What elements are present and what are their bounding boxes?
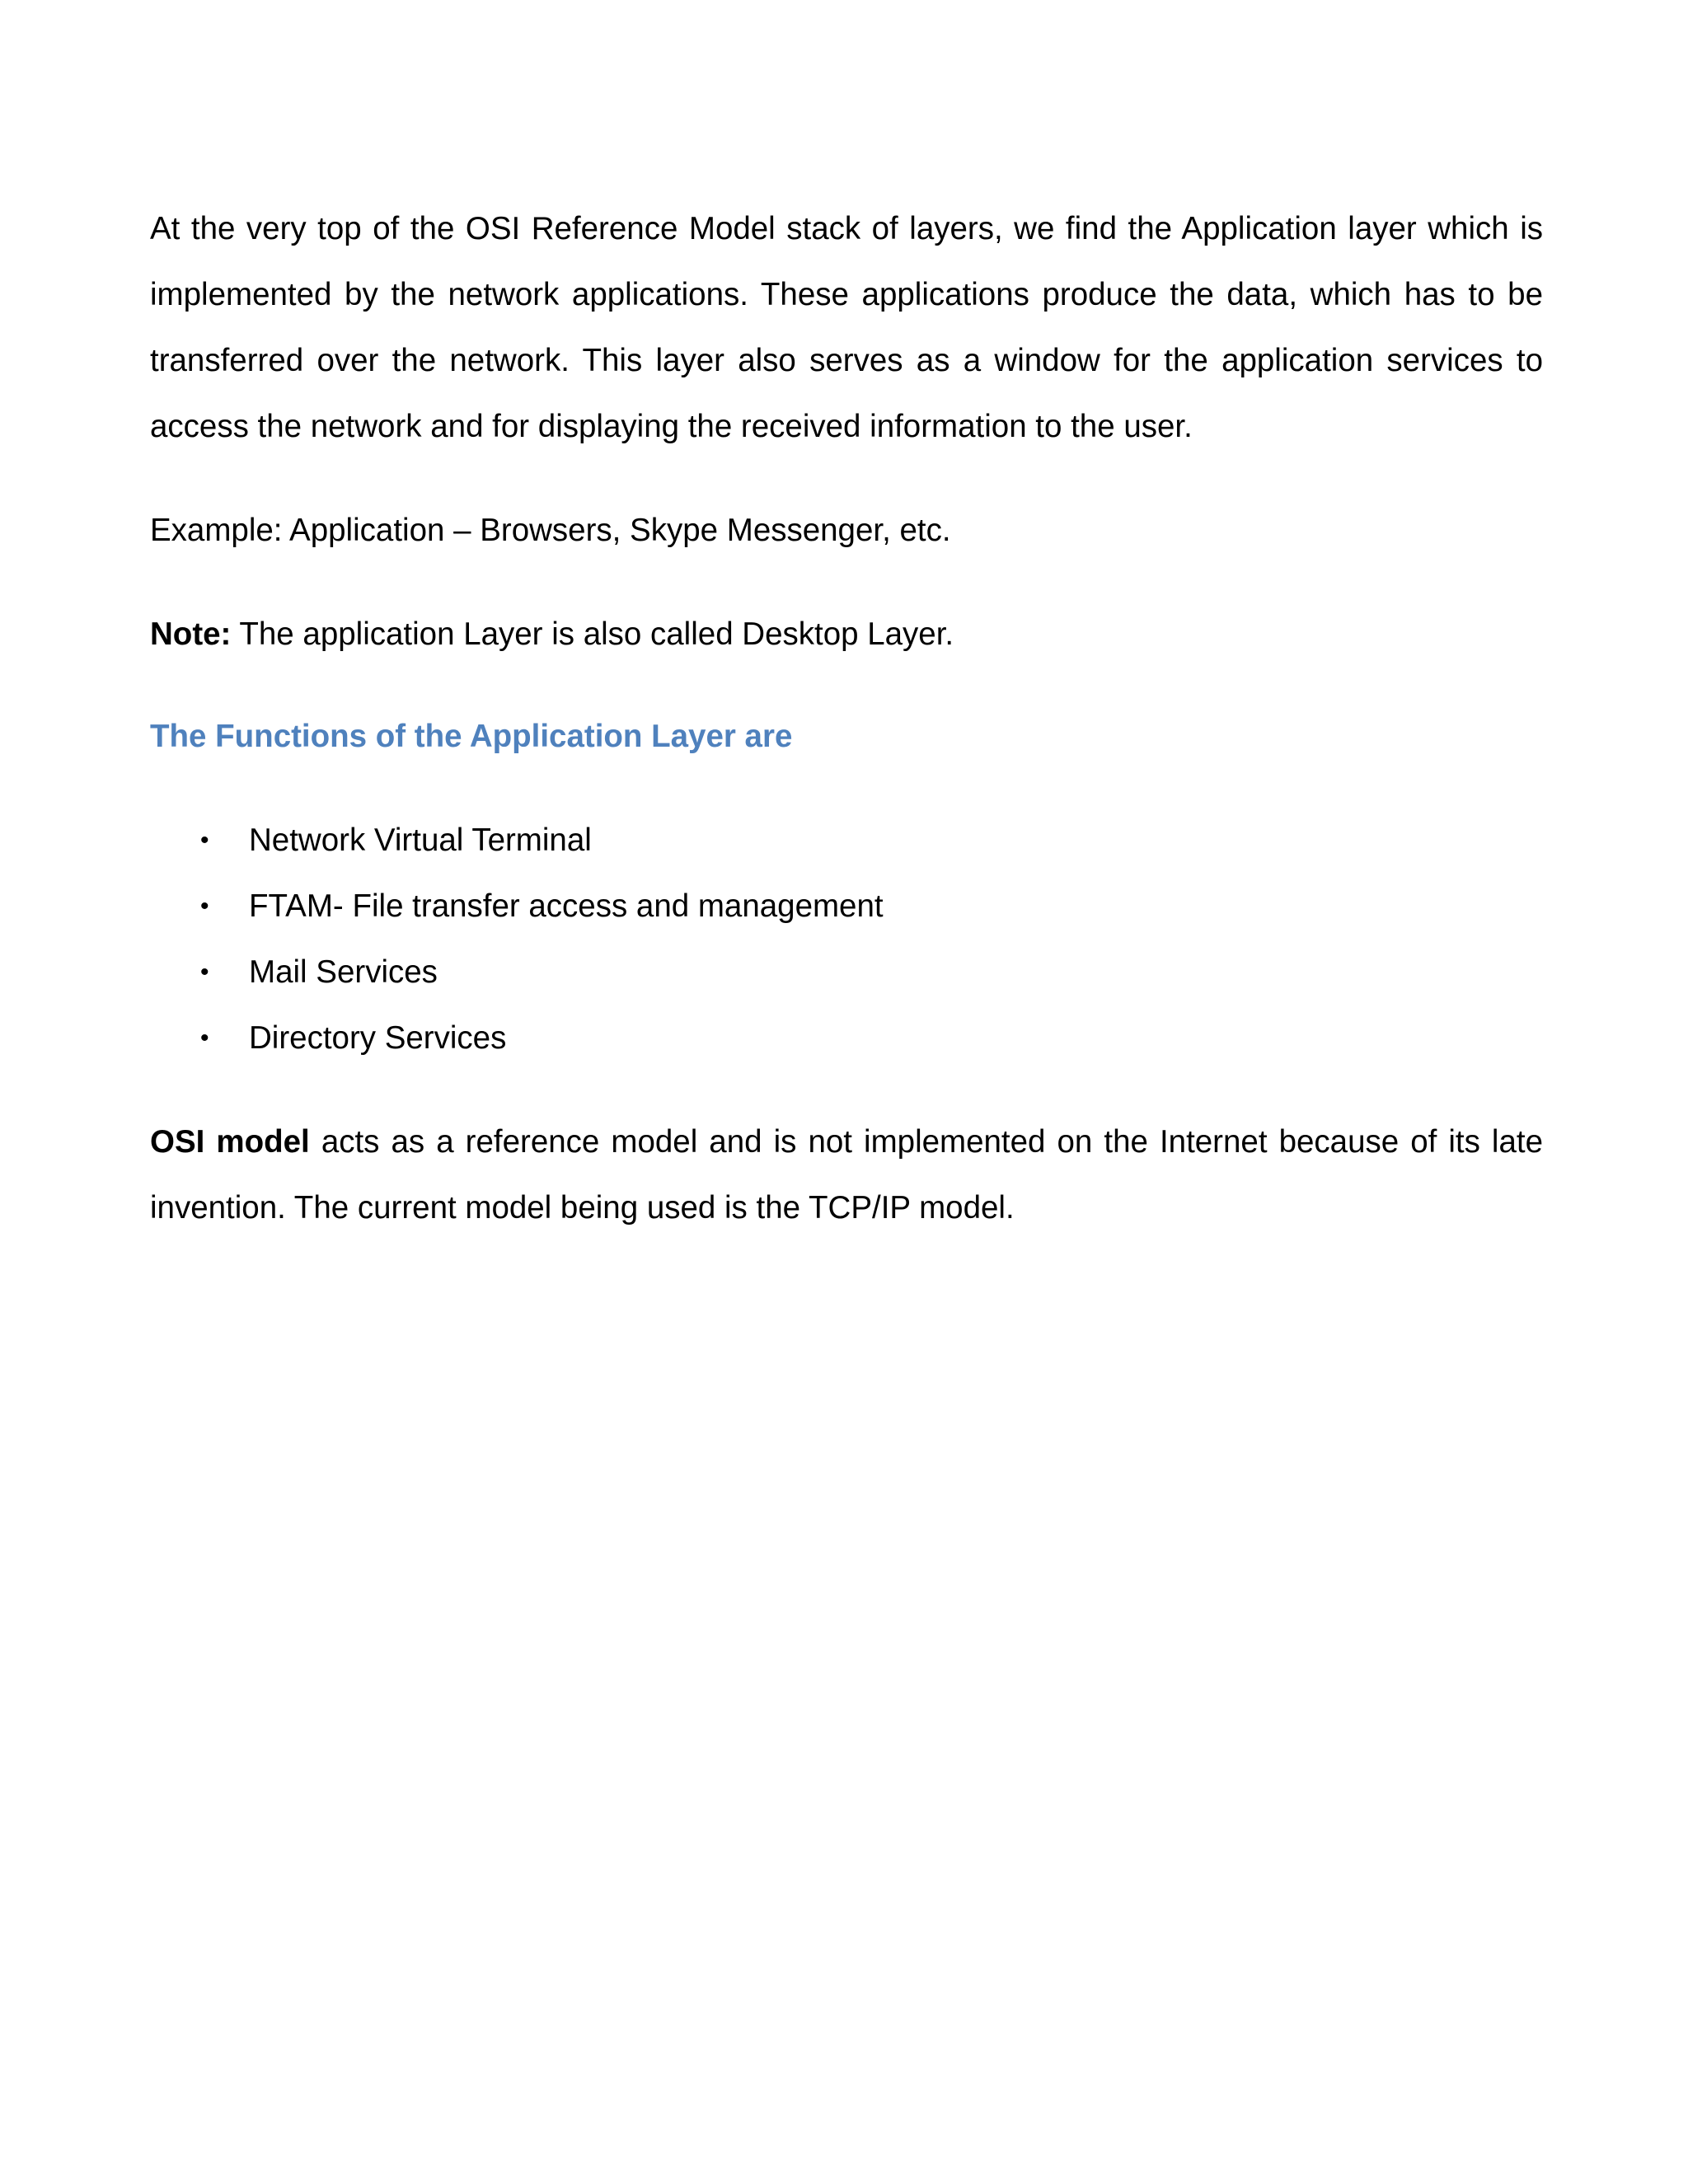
note-paragraph — [150, 602, 1543, 668]
list-item — [150, 808, 1543, 874]
osi-paragraph — [150, 1109, 1543, 1241]
note-label: Note: — [150, 616, 232, 652]
document-body — [150, 196, 1543, 1241]
intro-paragraph: At the very top of the OSI Reference Model stack of layers, we find the Application layer which is implemented by the network applications. These applications produce the data, which has to be transferred over the network. This layer also serves as a window for the application services to access the network and for displaying the received information to the user. — [150, 211, 1543, 444]
list-item-text: Network Virtual Terminal — [249, 823, 592, 858]
example-paragraph: Example: Application – Browsers, Skype Messenger, etc. — [150, 513, 951, 548]
list-item — [150, 874, 1543, 940]
list-item-text: Directory Services — [249, 1020, 507, 1056]
list-item-text: FTAM- File transfer access and management — [249, 888, 884, 924]
bullet-icon: • — [200, 1024, 209, 1052]
bullet-icon: • — [200, 958, 209, 986]
bullet-icon: • — [200, 893, 209, 920]
functions-list — [150, 808, 1543, 1071]
functions-heading: The Functions of the Application Layer are — [150, 719, 793, 754]
osi-label: OSI model — [150, 1124, 310, 1160]
osi-text: acts as a reference model and is not implemented on the Internet because of its late invention. The current model being used is the TCP/IP model. — [150, 1124, 1543, 1226]
note-text: The application Layer is also called Desktop Layer. — [231, 616, 954, 652]
list-item — [150, 940, 1543, 1005]
bullet-icon: • — [200, 827, 209, 854]
list-item-text: Mail Services — [249, 954, 438, 990]
list-item — [150, 1005, 1543, 1071]
